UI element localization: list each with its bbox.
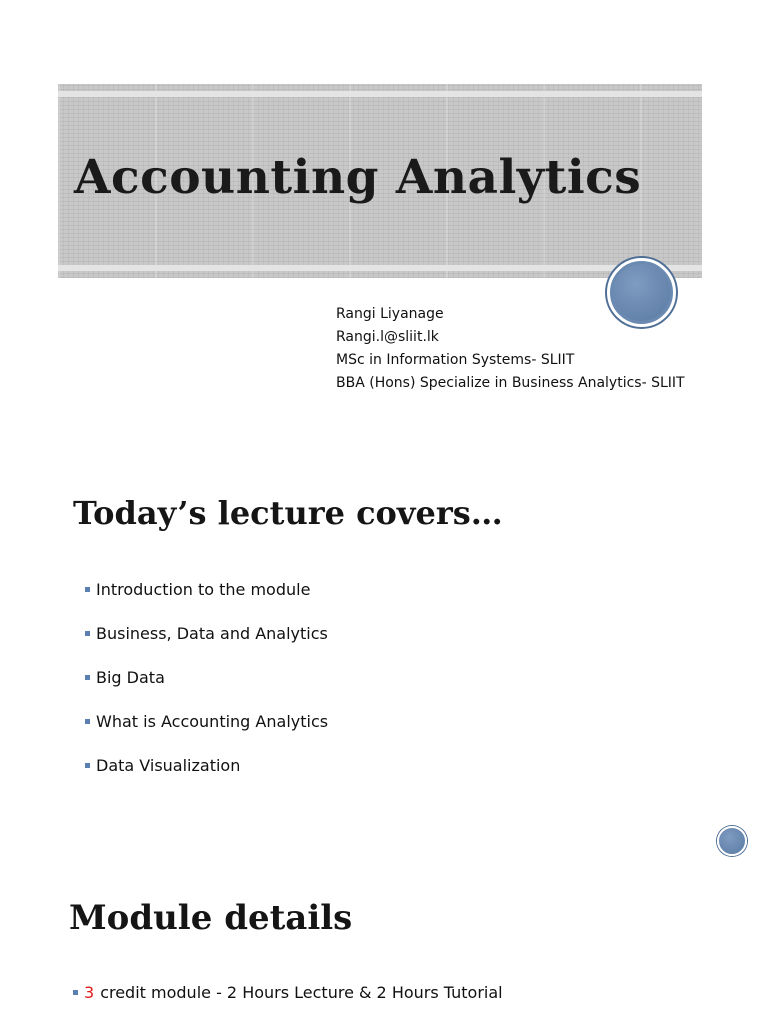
presenter-degree-msc: MSc in Information Systems- SLIIT — [336, 352, 575, 368]
lecture-covers-slide — [0, 430, 768, 860]
bullet-square-icon — [85, 631, 90, 636]
list-item-text: Introduction to the module — [96, 579, 311, 599]
list-item — [85, 743, 328, 787]
presenter-degree-bba: BBA (Hons) Specialize in Business Analytics- SLIIT — [336, 375, 685, 391]
bullet-square-icon — [85, 719, 90, 724]
list-item-text: Big Data — [96, 667, 165, 687]
topic-list — [85, 567, 328, 787]
list-item — [85, 655, 328, 699]
bullet-square-icon — [73, 990, 78, 995]
presenter-name: Rangi Liyanage — [336, 306, 444, 322]
list-item — [73, 974, 503, 1010]
banner-rule-bottom — [58, 265, 702, 271]
list-item-text: Data Visualization — [96, 755, 241, 775]
title-banner — [58, 84, 702, 278]
title-slide — [0, 0, 768, 430]
bullet-square-icon — [85, 763, 90, 768]
main-title: Accounting Analytics — [74, 150, 642, 205]
module-details-title: Module details — [69, 898, 353, 938]
bullet-square-icon — [85, 675, 90, 680]
list-item — [85, 567, 328, 611]
list-item-text: Business, Data and Analytics — [96, 623, 328, 643]
list-item-text: What is Accounting Analytics — [96, 711, 329, 731]
bullet-square-icon — [85, 587, 90, 592]
presenter-info — [336, 303, 685, 395]
decorative-circle-icon — [717, 826, 747, 856]
presenter-email: Rangi.l@sliit.lk — [336, 329, 439, 345]
list-item — [85, 611, 328, 655]
module-details-slide — [0, 860, 768, 1024]
banner-rule-top — [58, 91, 702, 97]
module-details-list — [73, 974, 503, 1010]
lecture-covers-title: Today’s lecture covers… — [73, 494, 503, 532]
list-item-text: credit module - 2 Hours Lecture & 2 Hours Tutorial — [100, 982, 503, 1002]
credit-count: 3 — [84, 982, 95, 1002]
list-item — [85, 699, 328, 743]
